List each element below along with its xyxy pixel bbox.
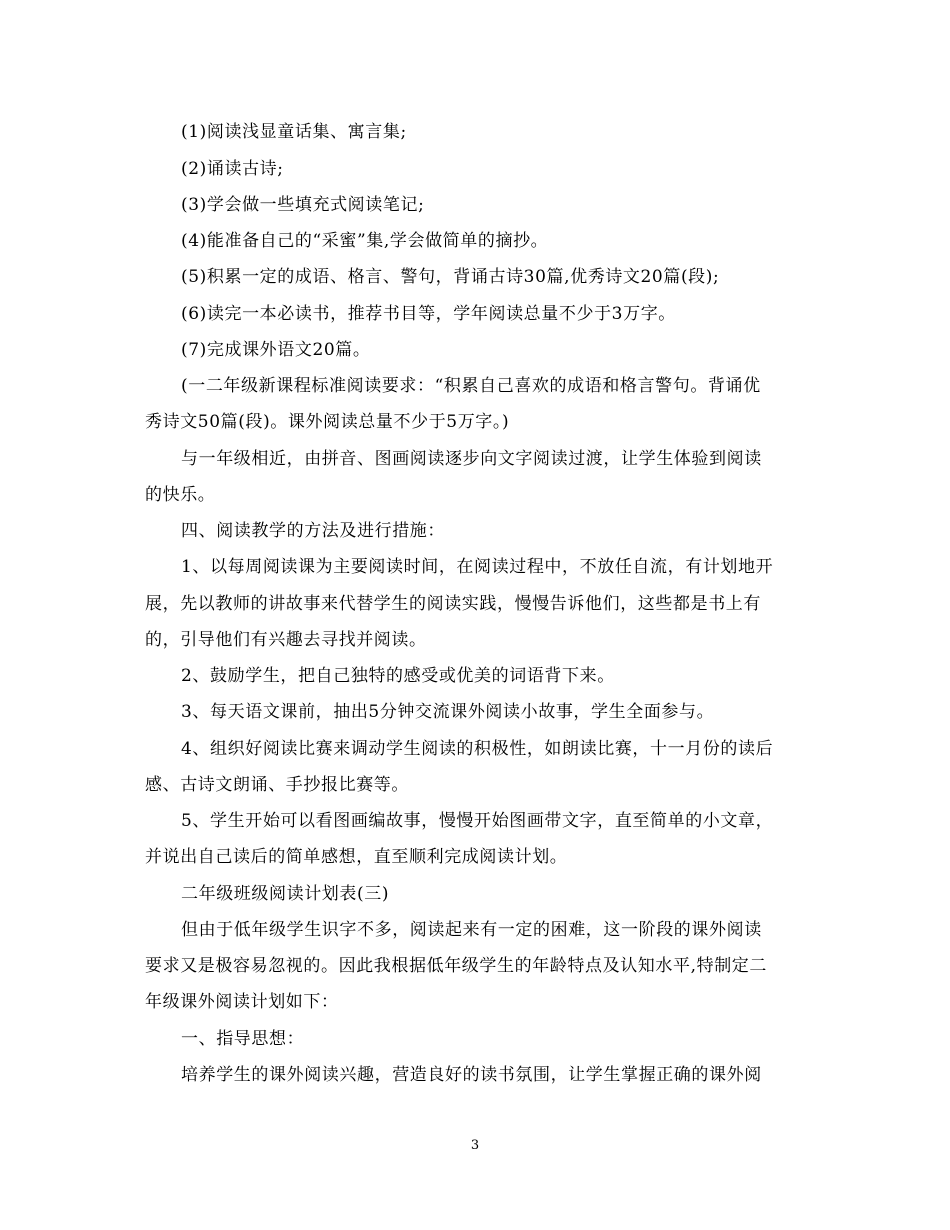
text-line: (一二年级新课程标准阅读要求：“积累自己喜欢的成语和格言警句。背诵优 [181, 376, 761, 396]
text-line: 2、鼓励学生，把自己独特的感受或优美的词语背下来。 [181, 666, 615, 686]
section-heading: 二年级班级阅读计划表(三) [181, 884, 390, 904]
text-line: (5)积累一定的成语、格言、警句，背诵古诗30篇,优秀诗文20篇(段); [181, 267, 720, 287]
section-heading: 四、阅读教学的方法及进行措施： [181, 521, 445, 541]
text-line: (2)诵读古诗; [181, 159, 284, 179]
text-line: 并说出自己读后的简单感想，直至顺利完成阅读计划。 [145, 847, 568, 867]
text-line: (3)学会做一些填充式阅读笔记; [181, 195, 425, 215]
text-line: 的快乐。 [145, 485, 216, 505]
text-line: (7)完成课外语文20篇。 [181, 340, 371, 360]
page-number: 3 [470, 1138, 480, 1153]
text-line: 秀诗文50篇(段)。课外阅读总量不少于5万字。) [145, 412, 510, 432]
text-line: 要求又是极容易忽视的。因此我根据低年级学生的年龄特点及认知水平,特制定二 [145, 956, 768, 976]
text-line: 1、以每周阅读课为主要阅读时间，在阅读过程中，不放任自流，有计划地开 [181, 557, 774, 577]
text-line: 年级课外阅读计划如下： [145, 992, 339, 1012]
text-line: (1)阅读浅显童话集、寓言集; [181, 122, 407, 142]
text-line: 的，引导他们有兴趣去寻找并阅读。 [145, 630, 427, 650]
text-line: 4、组织好阅读比赛来调动学生阅读的积极性，如朗读比赛，十一月份的读后 [181, 739, 774, 759]
section-heading: 一、指导思想： [181, 1029, 305, 1049]
text-line: 3、每天语文课前，抽出5分钟交流课外阅读小故事，学生全面参与。 [181, 702, 715, 722]
text-line: (4)能准备自己的“采蜜”集,学会做简单的摘抄。 [181, 231, 549, 251]
text-line: 5、学生开始可以看图画编故事，慢慢开始图画带文字，直至简单的小文章， [181, 811, 774, 831]
text-line: 培养学生的课外阅读兴趣，营造良好的读书氛围，让学生掌握正确的课外阅 [181, 1065, 762, 1085]
text-line: (6)读完一本必读书，推荐书目等，学年阅读总量不少于3万字。 [181, 304, 676, 324]
text-line: 与一年级相近，由拼音、图画阅读逐步向文字阅读过渡，让学生体验到阅读 [181, 449, 762, 469]
text-line: 感、古诗文朗诵、手抄报比赛等。 [145, 775, 409, 795]
text-line: 展，先以教师的讲故事来代替学生的阅读实践，慢慢告诉他们，这些都是书上有 [145, 594, 761, 614]
text-line: 但由于低年级学生识字不多，阅读起来有一定的困难，这一阶段的课外阅读 [181, 920, 762, 940]
